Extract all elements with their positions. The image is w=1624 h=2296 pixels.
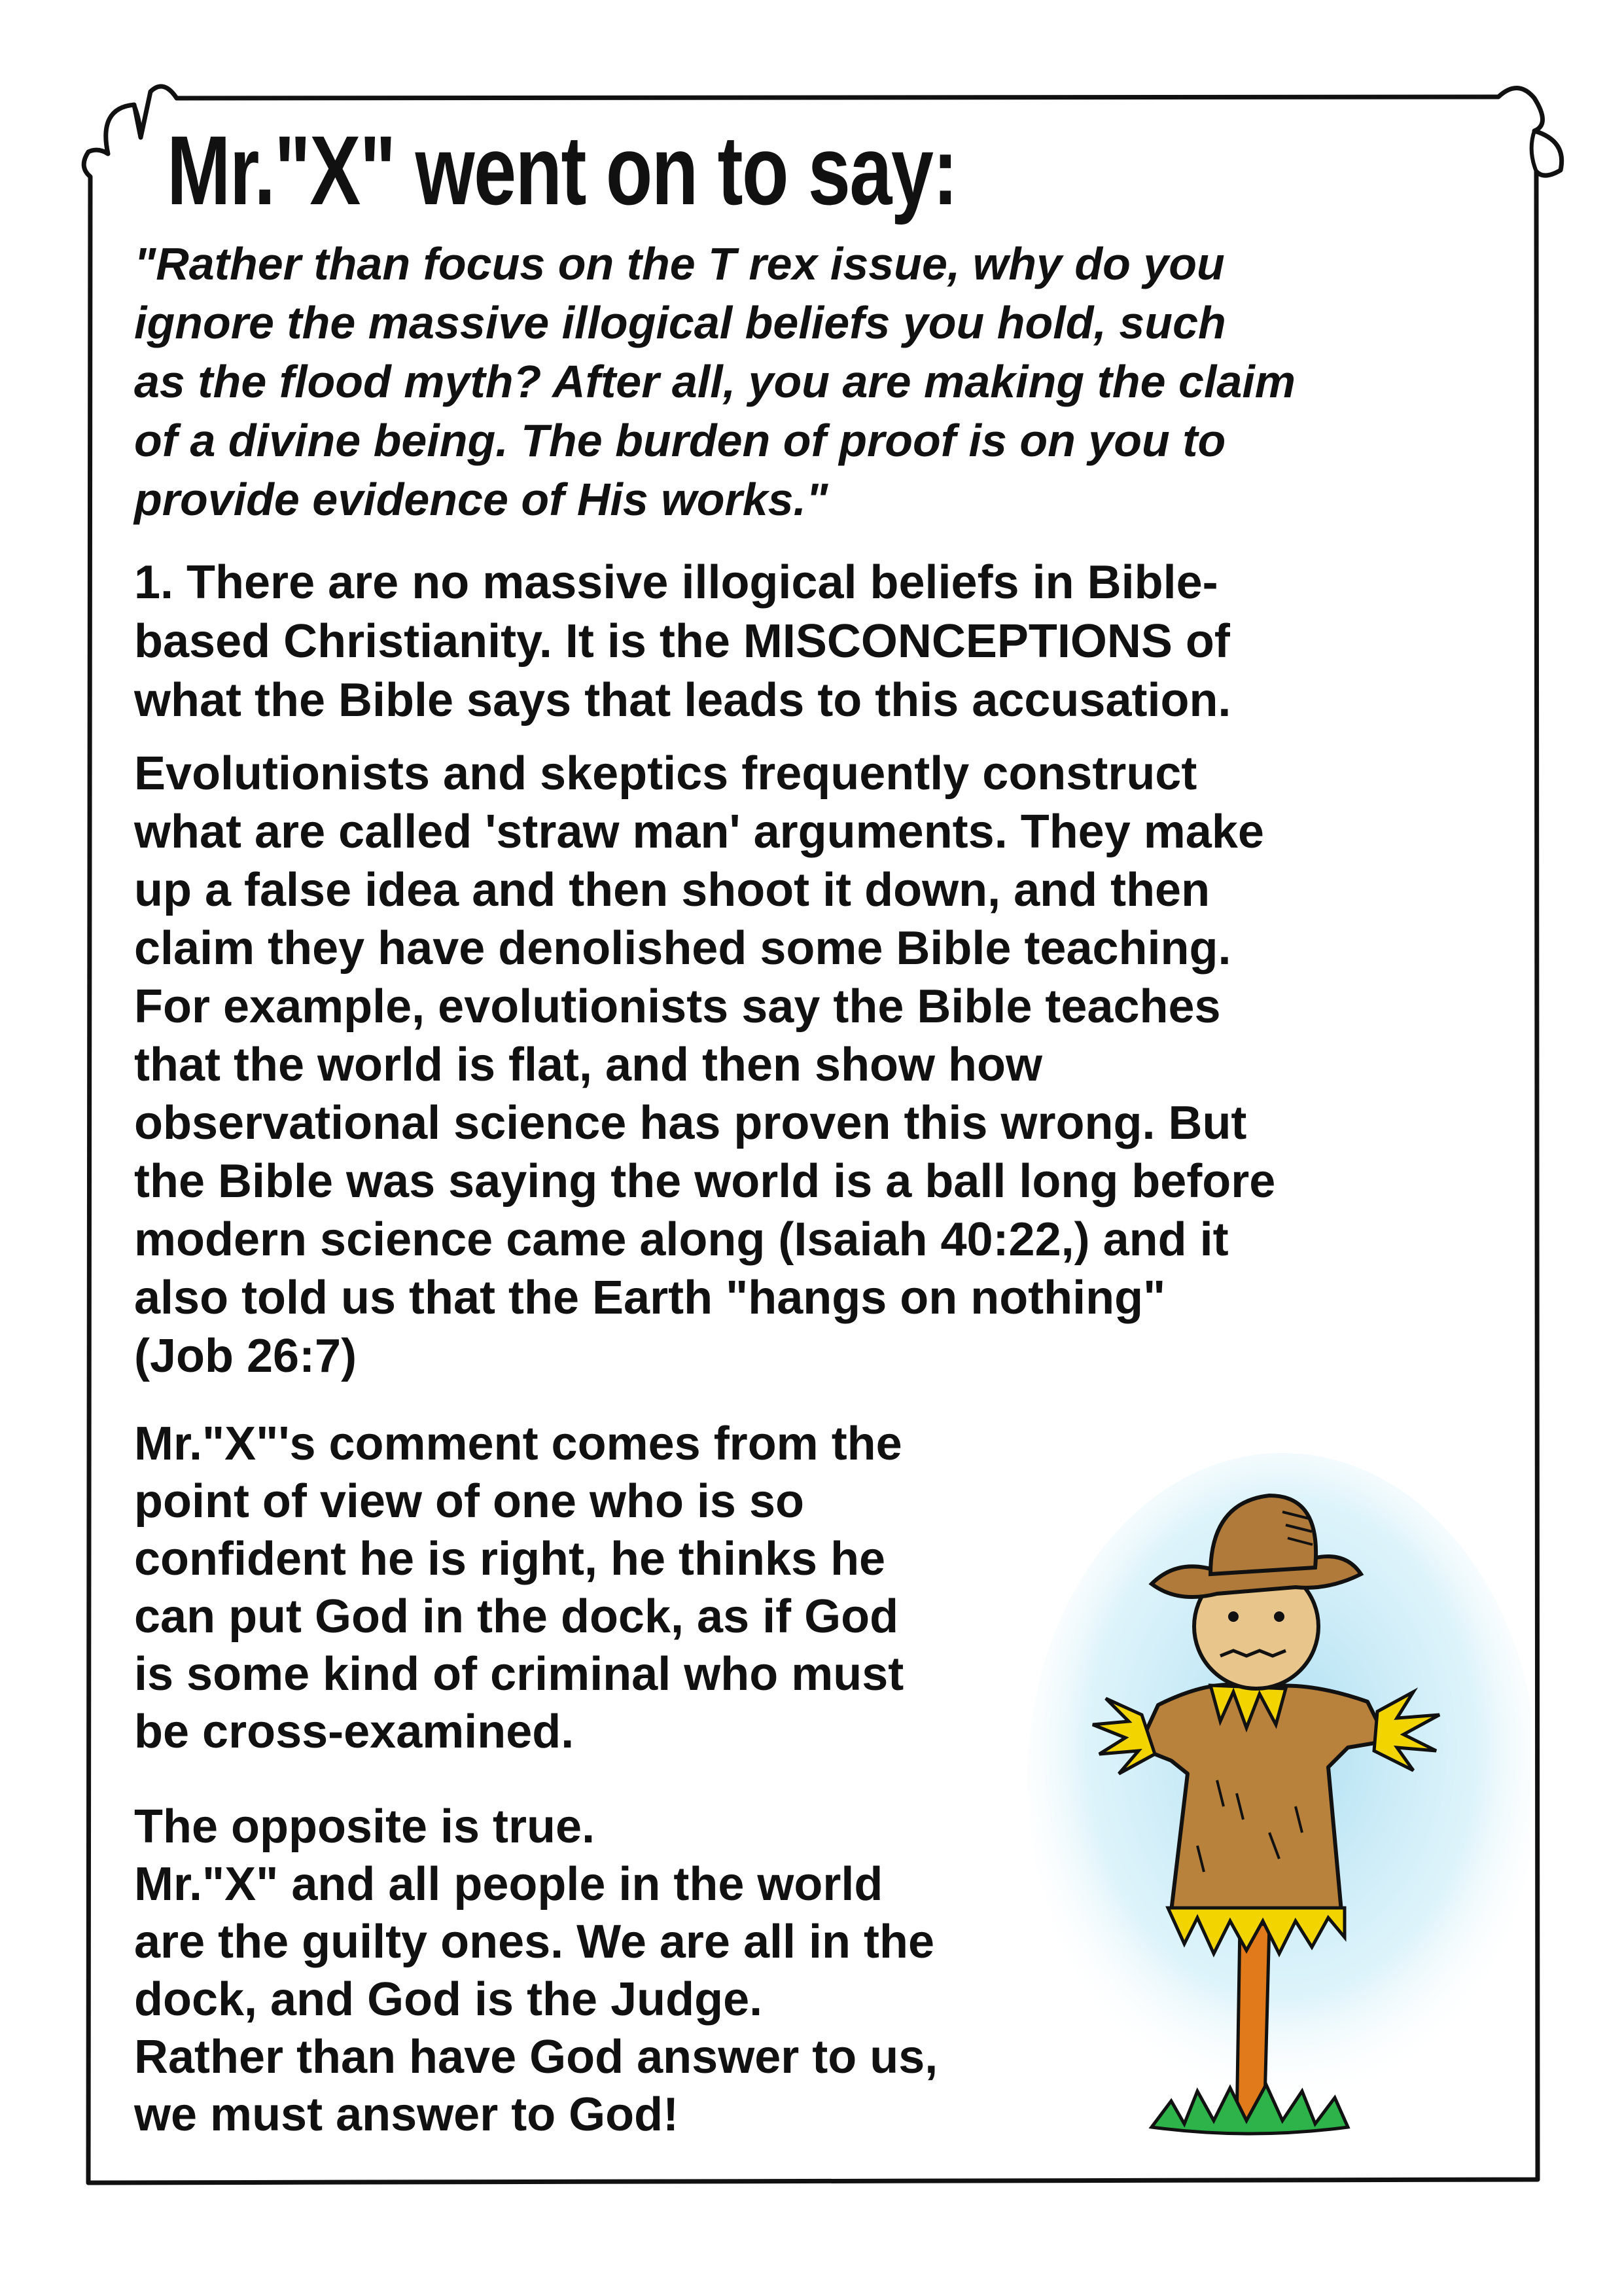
- scarecrow-illustration: [1021, 1440, 1531, 2166]
- text-line: what are called 'straw man' arguments. They make: [134, 806, 1264, 858]
- quote-line: provide evidence of His works.": [134, 474, 828, 525]
- text-line: claim they have denolished some Bible teaching.: [134, 922, 1231, 975]
- text-line: point of view of one who is so: [134, 1475, 804, 1528]
- text-line: we must answer to God!: [134, 2089, 679, 2141]
- text-line: is some kind of criminal who must: [134, 1648, 904, 1700]
- text-line: Mr."X" and all people in the world: [134, 1858, 883, 1910]
- text-line: confident he is right, he thinks he: [134, 1533, 886, 1585]
- quote-line: ignore the massive illogical beliefs you hold, such: [134, 297, 1226, 348]
- paragraph-1: [134, 553, 1231, 730]
- text-line: For example, evolutionists say the Bible teaches: [134, 980, 1221, 1033]
- paragraph-2: [134, 745, 1275, 1386]
- text-line: The opposite is true.: [134, 1801, 595, 1853]
- quote-line: as the flood myth? After all, you are making the claim: [134, 356, 1296, 407]
- text-line: are the guilty ones. We are all in the: [134, 1916, 935, 1968]
- collar-straw: [1210, 1685, 1286, 1728]
- text-line: what the Bible says that leads to this accusation.: [134, 674, 1231, 726]
- quote-line: "Rather than focus on the T rex issue, why do you: [134, 238, 1225, 289]
- text-line: modern science came along (Isaiah 40:22,) and it: [134, 1213, 1229, 1266]
- quote-block: [134, 234, 1296, 529]
- right-eye: [1274, 1611, 1284, 1622]
- text-line: dock, and God is the Judge.: [134, 1973, 763, 2026]
- text-line: Rather than have God answer to us,: [134, 2031, 938, 2083]
- paragraph-4: [134, 1798, 938, 2144]
- quote-line: of a divine being. The burden of proof is on you to: [134, 415, 1226, 466]
- text-line: Evolutionists and skeptics frequently construct: [134, 747, 1197, 800]
- text-line: up a false idea and then shoot it down, and then: [134, 864, 1210, 916]
- text-line: (Job 26:7): [134, 1330, 357, 1382]
- text-line: can put God in the dock, as if God: [134, 1590, 899, 1643]
- text-line: be cross-examined.: [134, 1706, 574, 1758]
- page-title: Mr."X" went on to say:: [167, 115, 957, 225]
- text-line: observational science has proven this wrong. But: [134, 1097, 1247, 1149]
- text-line: Mr."X"'s comment comes from the: [134, 1418, 902, 1470]
- text-line: the Bible was saying the world is a ball long before: [134, 1155, 1276, 1208]
- paragraph-3: [134, 1415, 904, 1761]
- text-line: based Christianity. It is the MISCONCEPTIONS of: [134, 615, 1230, 668]
- left-eye: [1228, 1611, 1239, 1622]
- text-line: that the world is flat, and then show how: [134, 1039, 1043, 1091]
- text-line: also told us that the Earth "hangs on nothing": [134, 1272, 1166, 1324]
- text-line: 1. There are no massive illogical beliefs in Bible-: [134, 556, 1218, 609]
